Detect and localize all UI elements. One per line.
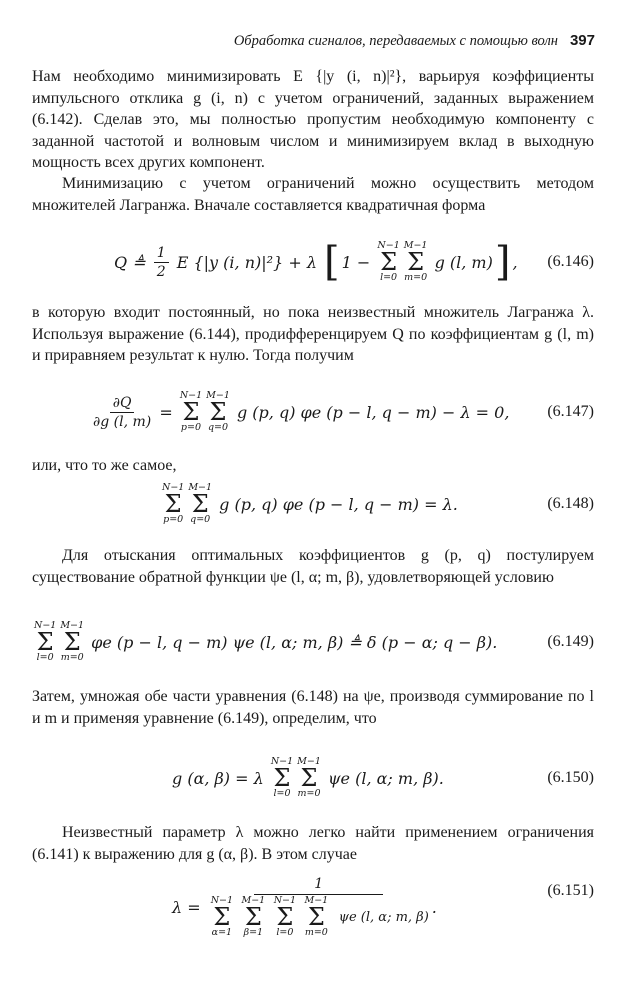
equation-6-149-body <box>32 612 497 672</box>
page-header <box>200 32 595 50</box>
eq147-derivative <box>93 395 151 430</box>
eq147-sum-q-top: M−1 <box>206 390 230 402</box>
equation-number: (6.150) <box>547 769 594 786</box>
paragraph-1: Нам необходимо минимизировать E {|y (i, n)|²}, варьируя коэффициенты импульсного отклика g (i, n) с учетом ограничений, заданных выражением (6.142). Сделав это, мы полностью пропустим необходимую компоненту с заданной частотой и волновым числом и минимизируем вклад в выходную мощность всех других компонент. <box>32 68 594 171</box>
eq150-sum-m <box>297 757 321 799</box>
eq150-tail: ψe (l, α; m, β). <box>322 768 444 788</box>
eq147-sum-p-bot: p=0 <box>180 422 202 434</box>
eq151-sum-l <box>274 896 296 938</box>
eq148-sum-q <box>188 483 212 525</box>
eq151-den-tail: ψe (l, α; m, β) <box>334 909 429 925</box>
eq151-dot: . <box>431 897 437 917</box>
eq151-sum-alpha <box>211 896 233 938</box>
sigma-symbol: Σ <box>307 902 325 931</box>
eq148-sum-q-top: M−1 <box>188 482 213 494</box>
eq146-comma: , <box>512 252 518 272</box>
paragraph-4: или, что то же самое, <box>32 457 177 474</box>
eq146-lhs: Q ≜ <box>114 252 151 272</box>
eq149-sum-l-bot: l=0 <box>36 652 54 664</box>
sigma-symbol: Σ <box>164 489 182 518</box>
eq149-tail: φe (p − l, q − m) ψe (l, α; m, β) ≜ δ (p − α; q − β). <box>86 632 498 652</box>
eq146-tail: g (l, m) <box>429 252 493 272</box>
sigma-symbol: Σ <box>63 627 81 656</box>
eq151-sum-beta-bot: β=1 <box>243 927 264 939</box>
eq147-sum-q <box>206 391 230 433</box>
eq148-tail: g (p, q) φe (p − l, q − m) = λ. <box>214 494 458 514</box>
sigma-symbol: Σ <box>209 397 227 426</box>
eq151-sum-alpha-top: N−1 <box>210 895 234 907</box>
eq151-sum-m-top: M−1 <box>304 895 329 907</box>
eq150-sum-m-bot: m=0 <box>297 788 321 800</box>
eq148-sum-p-bot: p=0 <box>163 514 184 526</box>
sigma-symbol: Σ <box>407 247 425 276</box>
eq148-sum-q-bot: q=0 <box>190 514 211 526</box>
eq151-sum-m <box>304 896 328 938</box>
equation-6-149 <box>32 612 594 672</box>
equation-number: (6.149) <box>547 633 594 650</box>
eq151-sum-m-bot: m=0 <box>304 927 328 939</box>
eq149-sum-l <box>34 621 56 663</box>
sigma-symbol: Σ <box>276 902 294 931</box>
eq151-sum-l-bot: l=0 <box>276 927 294 939</box>
eq146-mid: E {|y (i, n)|²} + λ <box>171 252 323 272</box>
sigma-symbol: Σ <box>380 247 398 276</box>
eq146-one-minus: 1 − <box>341 252 376 272</box>
sigma-symbol: Σ <box>36 627 54 656</box>
eq146-sum-m <box>404 241 428 283</box>
eq147-sum-p <box>180 391 202 433</box>
eq151-fraction <box>209 876 429 938</box>
eq146-sum-m-top: M−1 <box>403 240 428 252</box>
equation-number: (6.146) <box>547 253 594 270</box>
eq146-sum-l <box>377 241 399 283</box>
eq151-sum-l-top: N−1 <box>273 895 297 907</box>
eq151-sum-alpha-bot: α=1 <box>211 927 233 939</box>
eq149-sum-m-top: M−1 <box>60 620 85 632</box>
eq146-open-bracket: [ <box>324 239 340 285</box>
sigma-symbol: Σ <box>244 902 262 931</box>
equation-number: (6.147) <box>547 403 594 420</box>
sigma-symbol: Σ <box>273 763 291 792</box>
eq146-close-bracket: ] <box>494 239 511 285</box>
equation-number: (6.151) <box>547 882 594 900</box>
equation-6-150 <box>32 748 594 808</box>
eq149-sum-l-top: N−1 <box>34 620 57 632</box>
equation-6-146-body <box>114 232 518 292</box>
equation-6-146 <box>32 232 594 292</box>
sigma-symbol: Σ <box>182 397 200 426</box>
page-number: 397 <box>569 32 595 49</box>
eq150-sum-m-top: M−1 <box>297 756 321 768</box>
equation-6-151-body <box>172 868 437 946</box>
equation-6-148-body <box>160 474 458 534</box>
eq148-sum-p-top: N−1 <box>162 482 185 494</box>
eq150-lhs: g (α, β) = λ <box>172 768 269 788</box>
sigma-symbol: Σ <box>191 489 209 518</box>
equation-6-147 <box>32 382 594 442</box>
eq150-sum-l-top: N−1 <box>270 756 294 768</box>
paragraph-3: в которую входит постоянный, но пока неизвестный множитель Лагранжа λ. Используя выражение (6.144), продифференцируем Q по коэффициентам g (l, m) и приравняем результат к нулю. Тогда получим <box>32 304 594 364</box>
eq151-sum-beta-top: M−1 <box>241 895 266 907</box>
eq146-half <box>154 245 169 280</box>
eq146-half-num: 1 <box>154 245 169 263</box>
eq149-sum-m <box>60 621 84 663</box>
eq150-sum-l <box>271 757 293 799</box>
eq146-sum-l-bot: l=0 <box>380 272 398 284</box>
eq149-sum-m-bot: m=0 <box>60 652 84 664</box>
eq147-sum-q-bot: q=0 <box>207 422 229 434</box>
eq150-sum-l-bot: l=0 <box>273 788 291 800</box>
eq147-d-num: ∂Q <box>110 395 135 413</box>
eq148-sum-p <box>162 483 184 525</box>
eq146-sum-m-bot: m=0 <box>404 272 428 284</box>
running-head: Обработка сигналов, передаваемых с помощью волн <box>233 33 558 49</box>
eq147-d-den: ∂g (l, m) <box>93 413 152 430</box>
eq151-lhs: λ = <box>172 897 206 917</box>
eq147-tail: g (p, q) φe (p − l, q − m) − λ = 0, <box>231 402 510 422</box>
equation-6-151 <box>32 868 594 946</box>
eq147-equals: = <box>154 402 178 422</box>
eq146-sum-l-top: N−1 <box>377 240 400 252</box>
sigma-symbol: Σ <box>300 763 318 792</box>
eq147-sum-p-top: N−1 <box>179 390 203 402</box>
sigma-symbol: Σ <box>213 902 231 931</box>
equation-number: (6.148) <box>547 495 594 512</box>
paragraph-2: Минимизацию с учетом ограничений можно осуществить методом множителей Лагранжа. Вначале составляется квадратичная форма <box>32 175 594 214</box>
paragraph-5: Для отыскания оптимальных коэффициентов g (p, q) постулируем существование обратной функции ψe (l, α; m, β), удовлетворяющей условию <box>32 547 594 586</box>
equation-6-150-body <box>172 748 444 808</box>
eq151-sum-beta <box>242 896 266 938</box>
equation-6-147-body <box>90 382 509 442</box>
equation-6-148 <box>32 474 594 534</box>
eq151-num: 1 <box>254 876 383 895</box>
paragraph-6: Затем, умножая обе части уравнения (6.148) на ψe, производя суммирование по l и m и применяя уравнение (6.149), определим, что <box>32 688 594 727</box>
eq146-half-den: 2 <box>156 263 166 280</box>
paragraph-7: Неизвестный параметр λ можно легко найти применением ограничения (6.141) к выражению для g (α, β). В этом случае <box>32 824 594 863</box>
eq151-den <box>209 895 429 938</box>
